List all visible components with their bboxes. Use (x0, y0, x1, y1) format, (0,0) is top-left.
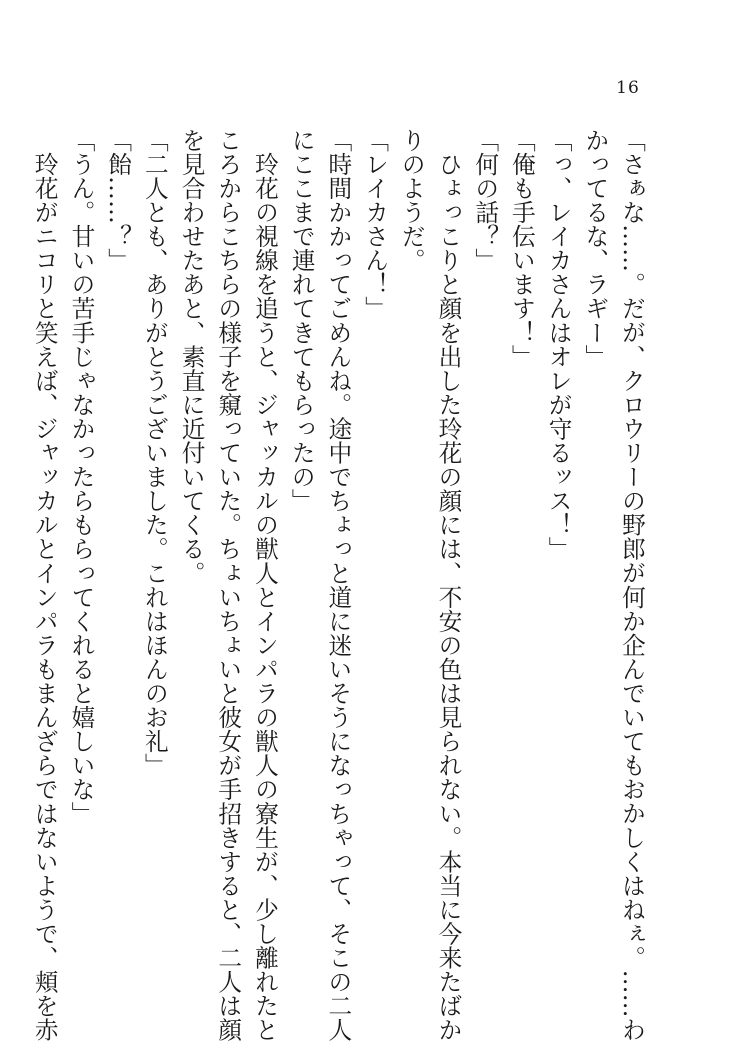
text-line: 「二人とも、ありがとうございました。これはほんのお礼」 (140, 128, 169, 778)
text-line: ころからこちらの様子を窺っていた。ちょいちょいと彼女が手招きすると、二人は顔 (214, 128, 243, 1042)
vertical-text-body (30, 128, 650, 1042)
text-line: ひょっこりと顔を出した玲花の顔には、不安の色は見られない。本当に今来たばか (434, 128, 463, 1042)
text-line: 「飴……？」 (104, 128, 133, 273)
text-line: 「時間かかってごめんね。途中でちょっと道に迷いそうになっちゃって、そこの二人 (324, 128, 353, 1042)
text-line: かってるな、ラギー」 (581, 128, 610, 369)
text-line: 玲花がニコリと笑えば、ジャッカルとインパラもまんざらではないようで、頬を赤 (30, 128, 59, 1042)
text-line: 「何の話？」 (471, 128, 500, 273)
text-line: 「レイカさん！」 (361, 128, 390, 321)
text-line: りのようだ。 (397, 128, 426, 273)
text-line: を見合わせたあと、素直に近付いてくる。 (177, 128, 206, 585)
text-line: 「さぁな……。だが、クロウリーの野郎が何か企んでいてもおかしくはねぇ。……わ (618, 128, 646, 1042)
text-line: 「俺も手伝います！」 (507, 128, 536, 369)
text-line: 「うん。甘いの苦手じゃなかったらもらってくれると嬉しいな」 (67, 128, 96, 826)
text-line: 玲花の視線を追うと、ジャッカルの獣人とインパラの獣人の寮生が、少し離れたと (250, 128, 279, 1042)
text-line: にここまで連れてきてもらったの」 (287, 128, 316, 513)
text-line: 「っ、レイカさんはオレが守るッス！」 (544, 128, 573, 561)
page-number: 16 (616, 78, 640, 98)
